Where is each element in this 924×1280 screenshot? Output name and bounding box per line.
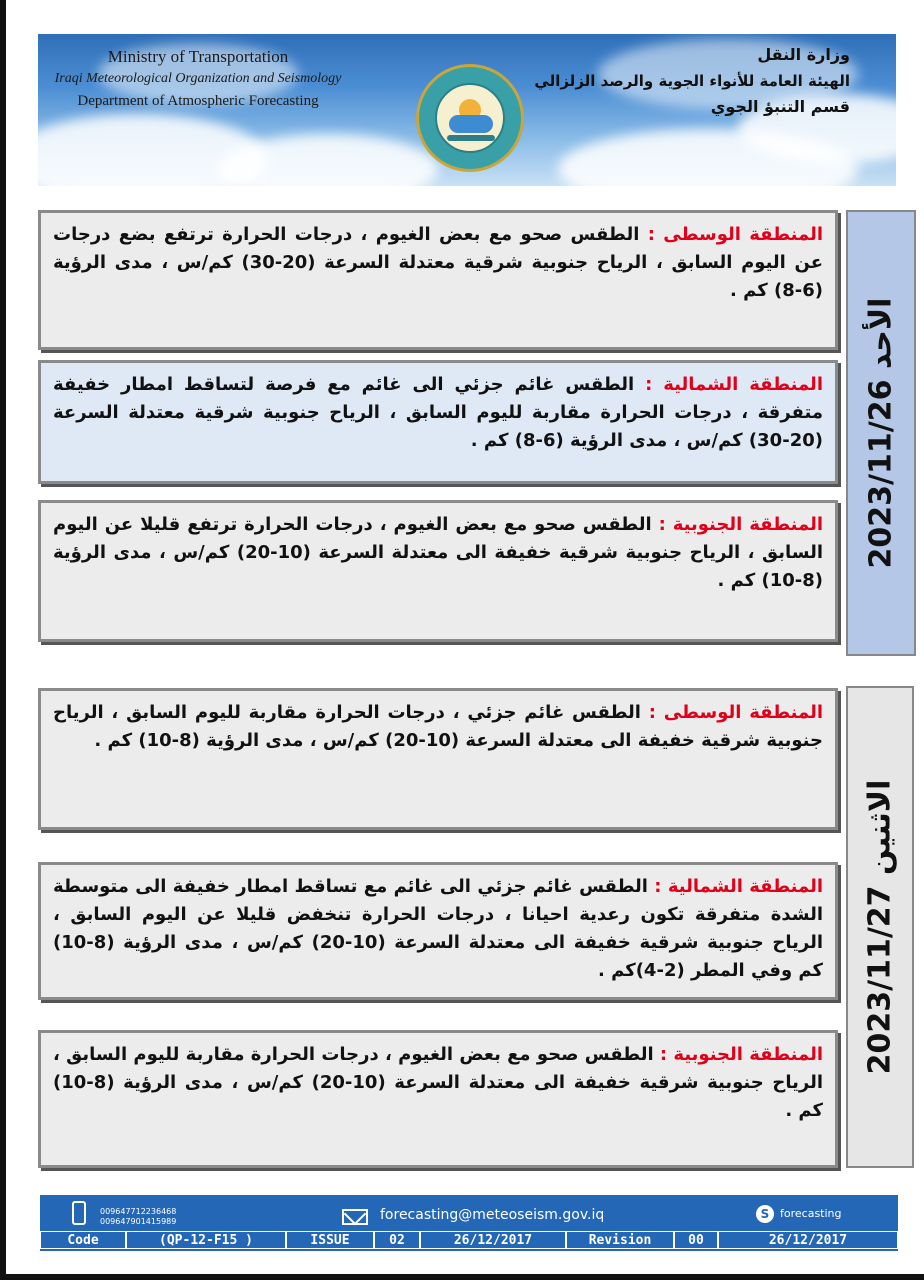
day-1-central-region [38,210,838,350]
skype-icon: S [756,1205,774,1223]
revision-number: 00 [674,1231,718,1249]
region-label: المنطقة الشمالية : [654,876,824,897]
header-arabic [534,42,850,120]
header-english [38,46,358,112]
issue-date: 26/12/2017 [420,1231,566,1249]
region-label: المنطقة الشمالية : [645,374,823,395]
region-label: المنطقة الجنوبية : [659,1044,823,1065]
region-label: المنطقة الجنوبية : [658,514,823,535]
phone-numbers [100,1207,176,1227]
code-label: Code [40,1231,126,1249]
day-1-southern-region [38,500,838,642]
day-2-northern-region [38,862,838,1000]
phone-icon [72,1201,86,1225]
footer-bar [40,1195,898,1251]
forecast-text: الطقس صحو مع بعض الغيوم ، درجات الحرارة ترتفع قليلا عن اليوم السابق ، الرياح جنوبية شرقية خفيفة الى معتدلة السرعة (10-20) كم/س ، مدى الرؤية (8-10) كم . [53,514,824,591]
forecast-text: الطقس صحو مع بعض الغيوم ، درجات الحرارة ترتفع بضع درجات عن اليوم السابق ، الرياح جنوبية شرقية معتدلة السرعة (20-30) كم/س ، مدى الرؤية (6-8) كم . [53,224,823,301]
logo-emblem [416,64,524,172]
forecast-text: الطقس صحو مع بعض الغيوم ، درجات الحرارة مقاربة لليوم السابق ، الرياح جنوبية شرقية خفيفة الى معتدلة السرعة (10-20) كم/س ، مدى الرؤية (8-10) كم . [53,1044,823,1121]
department-ar: قسم التنبؤ الجوي [710,97,850,116]
skype-handle[interactable]: forecasting [780,1207,842,1220]
forecast-text: الطقس غائم جزئي الى غائم مع فرصة لتساقط امطار خفيفة متفرقة ، درجات الحرارة مقاربة لليوم السابق ، الرياح جنوبية شرقية معتدلة السرعة (20-30) كم/س ، مدى الرؤية (6-8) كم . [53,374,823,451]
forecast-text: الطقس غائم جزئي ، درجات الحرارة مقاربة لليوم السابق ، الرياح جنوبية شرقية خفيفة الى معتدلة السرعة (10-20) كم/س ، مدى الرؤية (8-10) كم . [53,702,823,751]
document-code-row [40,1231,898,1251]
day-2-central-region [38,688,838,830]
day-2-date: الاثنين 2023/11/27 [862,779,898,1075]
department-en: Department of Atmospheric Forecasting [77,93,319,109]
organization-ar: الهيئة العامة للأنواء الجوية والرصد الزلزالي [534,72,850,90]
revision-label: Revision [566,1231,674,1249]
issue-label: ISSUE [286,1231,374,1249]
ministry-en: Ministry of Transportation [107,47,289,66]
email-link[interactable]: forecasting@meteoseism.gov.iq [380,1207,605,1223]
region-label: المنطقة الوسطى : [648,702,823,723]
code-value: (QP-12-F15 ) [126,1231,286,1249]
day-1-northern-region [38,360,838,484]
organization-en: Iraqi Meteorological Organization and Seismology [54,71,342,86]
region-label: المنطقة الوسطى : [647,224,824,245]
mail-icon [342,1209,368,1225]
ministry-ar: وزارة النقل [757,45,850,64]
phone-number-1: 009647712236468 [100,1207,177,1216]
day-2-sidebar [846,686,914,1168]
day-2-southern-region [38,1030,838,1168]
issue-number: 02 [374,1231,420,1249]
day-1-sidebar [846,210,916,656]
phone-number-2: 009647901415989 [100,1217,177,1226]
forecast-text: الطقس غائم جزئي الى غائم مع تساقط امطار خفيفة الى متوسطة الشدة متفرقة تكون رعدية احيانا ، درجات الحرارة تنخفض قليلا عن اليوم السابق ، الرياح جنوبية شرقية خفيفة الى معتدلة السرعة (10-20) كم/س ، مدى الرؤية (8-10) كم وفي المطر (2-4)كم . [53,876,823,981]
revision-date: 26/12/2017 [718,1231,898,1249]
header-banner [38,34,896,186]
day-1-date: الأحد 2023/11/26 [863,297,899,569]
